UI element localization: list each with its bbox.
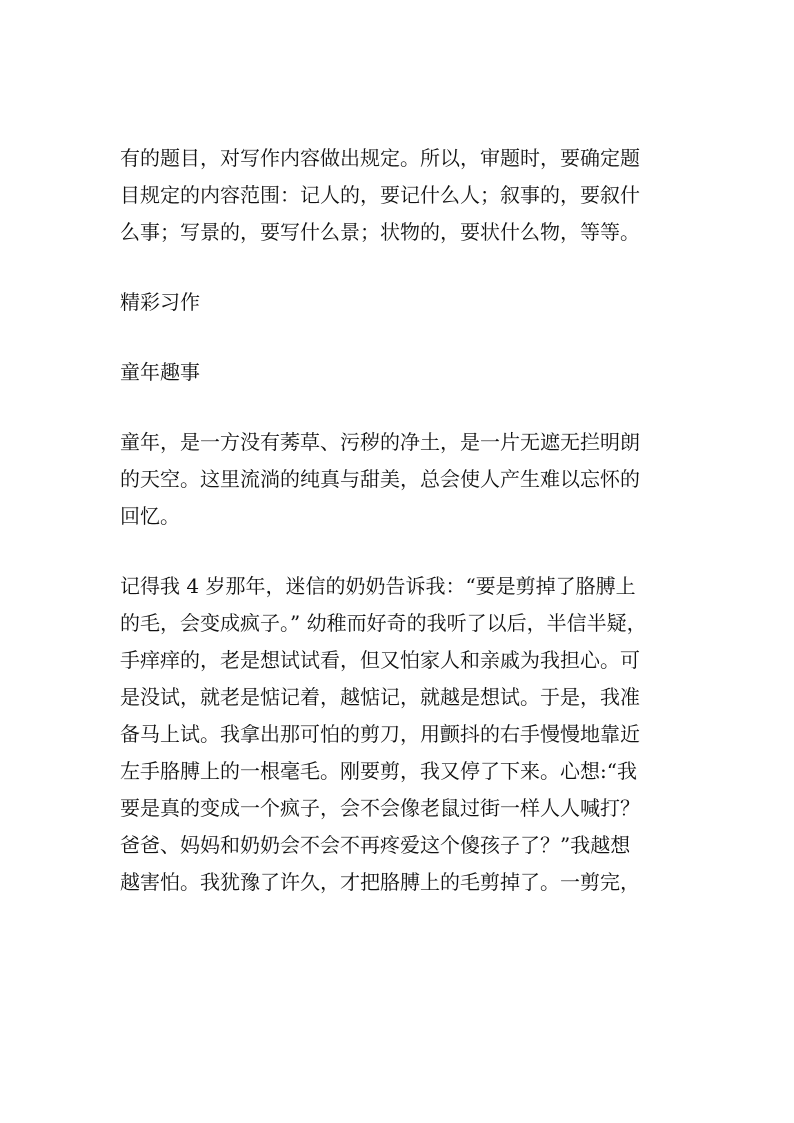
text-line: 要是真的变成一个疯子，会不会像老鼠过街一样人人喊打？ — [120, 796, 640, 820]
text-line: 么事；写景的，要写什么景；状物的，要状什么物，等等。 — [120, 220, 640, 244]
text-line: 越害怕。我犹豫了许久，才把胳膊上的毛剪掉了。一剪完， — [120, 870, 640, 894]
text-line: 有的题目，对写作内容做出规定。所以，审题时，要确定题 — [120, 146, 640, 170]
paragraph-gap — [120, 391, 680, 424]
text-line: 精彩习作 — [120, 290, 200, 314]
section-heading — [120, 284, 680, 321]
paragraph-gap — [120, 535, 680, 568]
text-line: 是没试，就老是惦记着，越惦记，就越是想试。于是，我准 — [120, 685, 640, 709]
intro-paragraph — [120, 140, 680, 251]
essay-title — [120, 354, 680, 391]
paragraph-gap — [120, 251, 680, 284]
text-line: 目规定的内容范围：记人的，要记什么人；叙事的，要叙什 — [120, 183, 640, 207]
document-body — [120, 140, 680, 901]
text-line: 的天空。这里流淌的纯真与甜美，总会使人产生难以忘怀的 — [120, 467, 640, 491]
essay-paragraph-1 — [120, 424, 680, 535]
paragraph-gap — [120, 321, 680, 354]
text-line: 童年，是一方没有莠草、污秽的净土，是一片无遮无拦明朗 — [120, 430, 640, 454]
text-line: 备马上试。我拿出那可怕的剪刀，用颤抖的右手慢慢地靠近 — [120, 722, 640, 746]
text-line: 爸爸、妈妈和奶奶会不会不再疼爱这个傻孩子了？”我越想 — [120, 833, 631, 857]
text-line: 记得我 4 岁那年，迷信的奶奶告诉我：“要是剪掉了胳膊上 — [120, 574, 636, 598]
text-line: 左手胳膊上的一根毫毛。刚要剪，我又停了下来。心想:“我 — [120, 759, 637, 783]
essay-paragraph-2 — [120, 568, 680, 901]
text-line: 回忆。 — [120, 504, 180, 528]
text-line: 的毛，会变成疯子。” 幼稚而好奇的我听了以后，半信半疑， — [120, 611, 647, 635]
text-line: 手痒痒的，老是想试试看，但又怕家人和亲戚为我担心。可 — [120, 648, 640, 672]
text-line: 童年趣事 — [120, 360, 200, 384]
